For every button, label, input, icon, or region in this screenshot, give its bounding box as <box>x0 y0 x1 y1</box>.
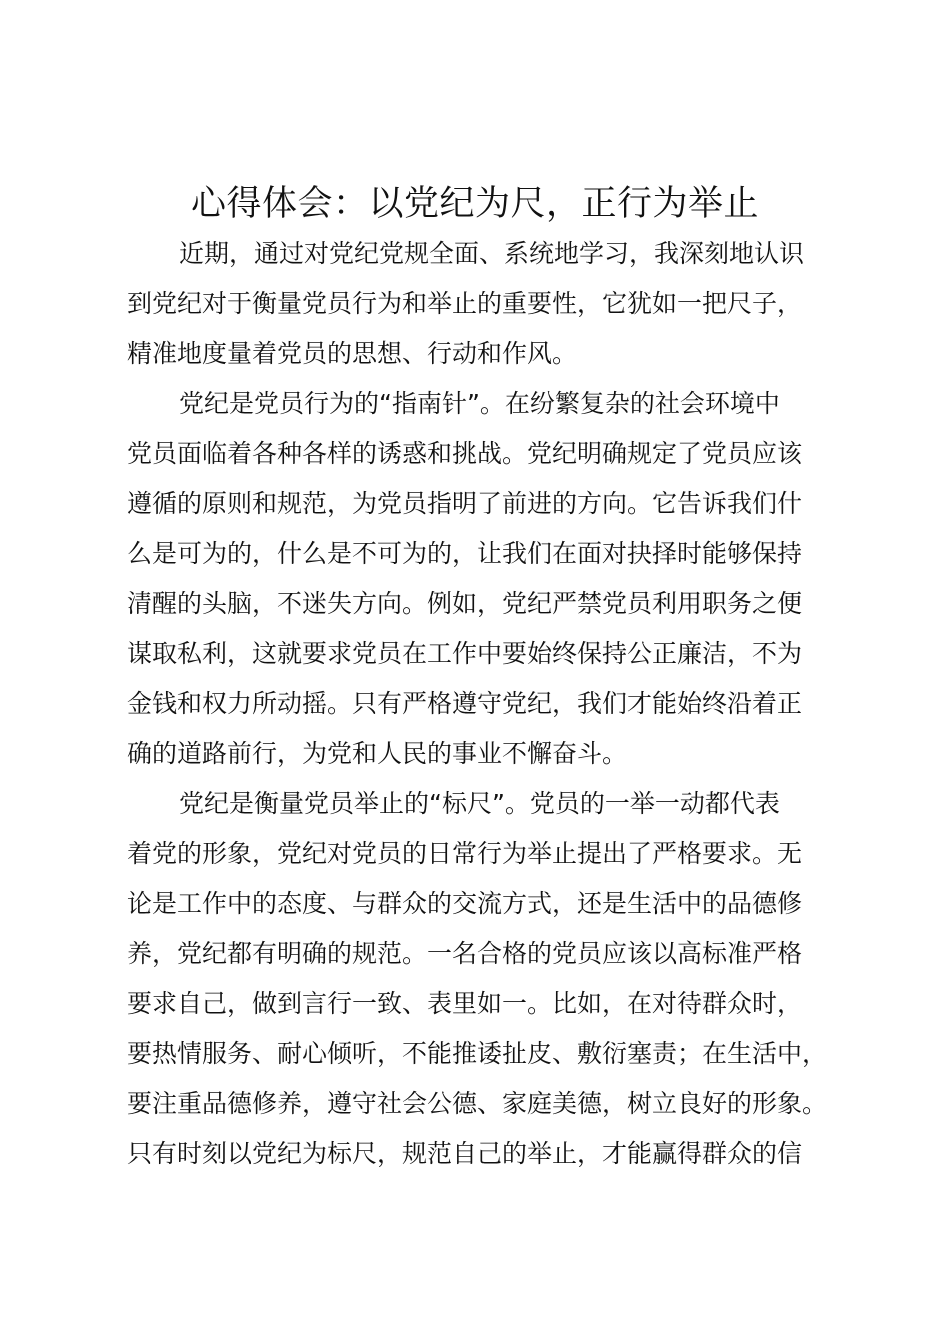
text-line: 遵循的原则和规范，为党员指明了前进的方向。它告诉我们什 <box>127 489 803 518</box>
text-line: 近期，通过对党纪党规全面、系统地学习，我深刻地认识 <box>179 239 805 268</box>
text-line: 论是工作中的态度、与群众的交流方式，还是生活中的品德修 <box>127 889 803 918</box>
paragraph <box>127 379 827 779</box>
text-line: 党员面临着各种各样的诱惑和挑战。党纪明确规定了党员应该 <box>127 439 803 468</box>
text-line: 确的道路前行，为党和人民的事业不懈奋斗。 <box>127 739 628 768</box>
text-line: 要求自己，做到言行一致、表里如一。比如，在对待群众时， <box>127 989 803 1018</box>
text-line: 养，党纪都有明确的规范。一名合格的党员应该以高标准严格 <box>127 939 803 968</box>
document-body <box>127 229 827 1179</box>
document-title: 心得体会：以党纪为尺，正行为举止 <box>190 184 759 224</box>
text-line: 到党纪对于衡量党员行为和举止的重要性，它犹如一把尺子， <box>127 289 803 318</box>
text-line: 么是可为的，什么是不可为的，让我们在面对抉择时能够保持 <box>127 539 803 568</box>
paragraph <box>127 779 827 1179</box>
text-line: 党纪是衡量党员举止的“标尺”。党员的一举一动都代表 <box>179 789 780 818</box>
text-line: 谋取私利，这就要求党员在工作中要始终保持公正廉洁，不为 <box>127 639 803 668</box>
text-line: 党纪是党员行为的“指南针”。在纷繁复杂的社会环境中 <box>179 389 780 418</box>
text-line: 只有时刻以党纪为标尺，规范自己的举止，才能赢得群众的信 <box>127 1139 803 1168</box>
text-line: 清醒的头脑，不迷失方向。例如，党纪严禁党员利用职务之便 <box>127 589 803 618</box>
text-line: 金钱和权力所动摇。只有严格遵守党纪，我们才能始终沿着正 <box>127 689 803 718</box>
text-line: 精准地度量着党员的思想、行动和作风。 <box>127 339 578 368</box>
text-line: 要热情服务、耐心倾听，不能推诿扯皮、敷衍塞责；在生活中， <box>127 1039 828 1068</box>
paragraph <box>127 229 827 379</box>
text-line: 要注重品德修养，遵守社会公德、家庭美德，树立良好的形象。 <box>127 1089 828 1118</box>
text-line: 着党的形象，党纪对党员的日常行为举止提出了严格要求。无 <box>127 839 803 868</box>
